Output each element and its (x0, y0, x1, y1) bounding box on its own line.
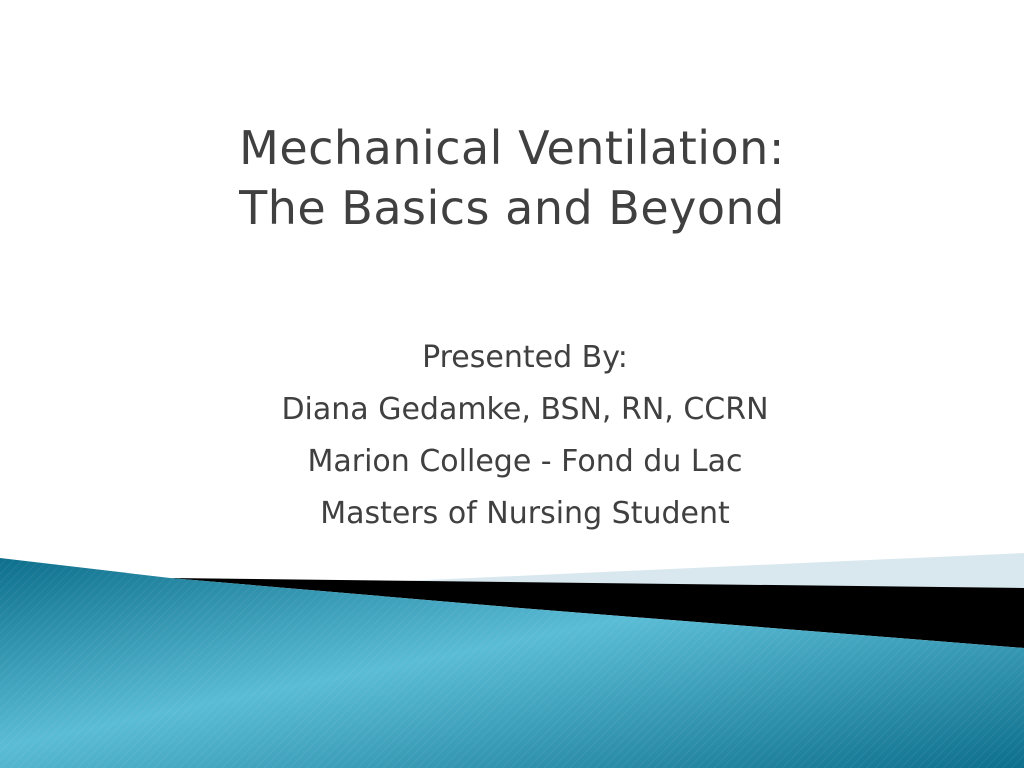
subtitle-line-presenter: Diana Gedamke, BSN, RN, CCRN (281, 392, 769, 427)
slide-title (0, 118, 1024, 238)
slide-subtitle (0, 332, 1024, 540)
decorative-wave-band (0, 548, 1024, 768)
title-line-2: The Basics and Beyond (239, 181, 785, 235)
title-line-1: Mechanical Ventilation: (239, 121, 785, 175)
subtitle-line-presented-by: Presented By: (422, 340, 628, 375)
subtitle-line-college: Marion College - Fond du Lac (307, 444, 743, 479)
subtitle-line-program: Masters of Nursing Student (320, 496, 730, 531)
